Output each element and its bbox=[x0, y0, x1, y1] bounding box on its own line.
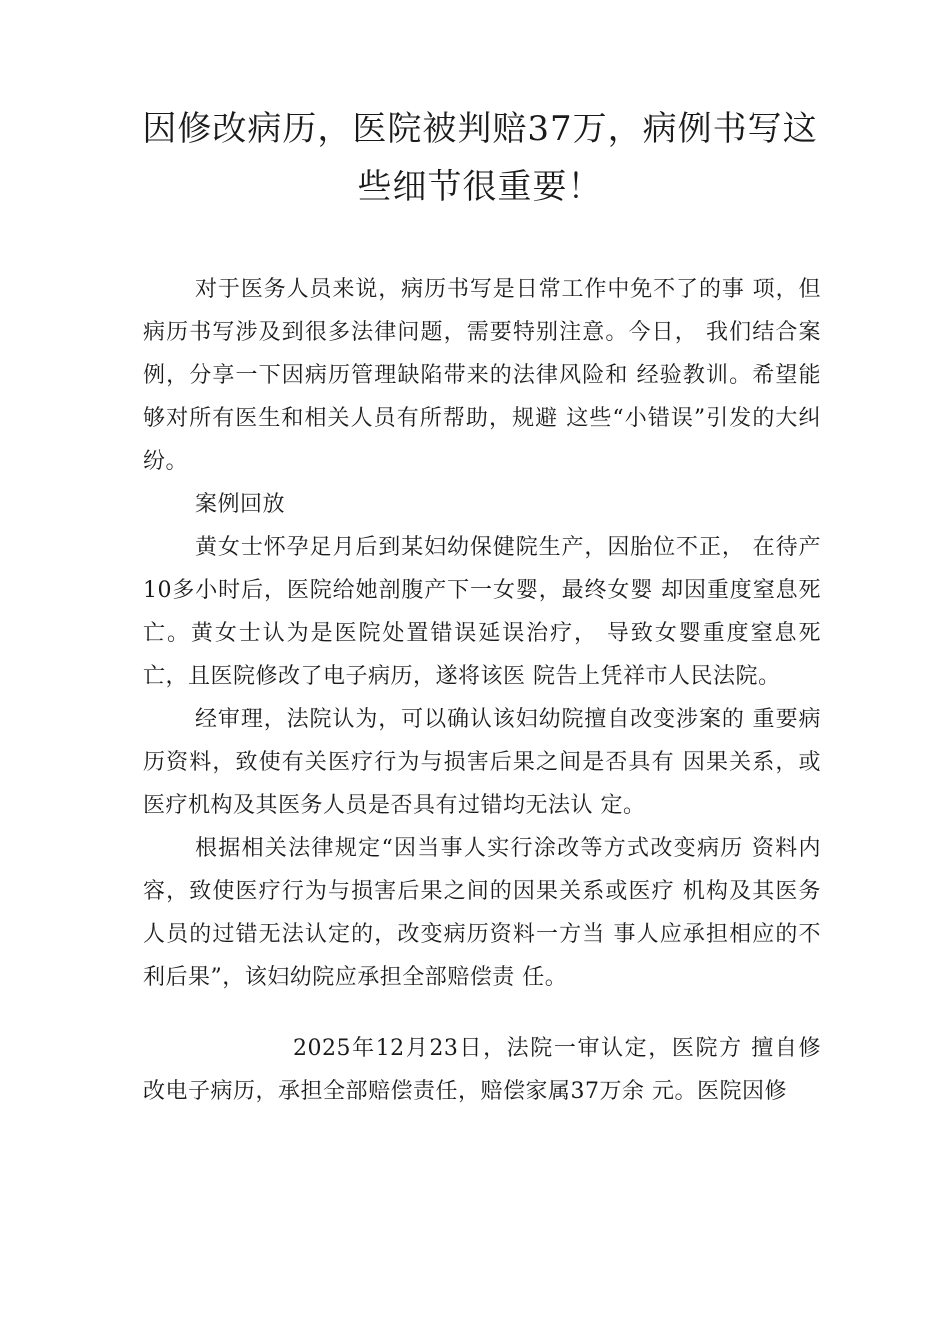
document-title bbox=[120, 100, 840, 216]
section-heading-case: 案例回放 bbox=[195, 492, 286, 517]
title-line-2: 些细节很重要！ bbox=[357, 167, 603, 207]
paragraph-court-finding: 经审理，法院认为，可以确认该妇幼院擅自改变涉案的 重要病历资料，致使有关医疗行为与损害后果之间是否具有 因果关系，或医疗机构及其医务人员是否具有过错均无法认 定。 bbox=[143, 707, 821, 818]
document-body bbox=[143, 268, 821, 1113]
paragraph-intro: 对于医务人员来说，病历书写是日常工作中免不了的事 项，但病历书写涉及到很多法律问题，需要特别注意。今日， 我们结合案例，分享一下因病历管理缺陷带来的法律风险和 经验教训。希望能够对所有医生和相关人员有所帮助，规避 这些“小错误”引发的大纠纷。 bbox=[143, 277, 821, 474]
title-line-1: 因修改病历，医院被判赔37万，病例书写这 bbox=[142, 109, 818, 149]
paragraph-case: 黄女士怀孕足月后到某妇幼保健院生产，因胎位不正， 在待产10多小时后，医院给她剖腹产下一女婴，最终女婴 却因重度窒息死亡。黄女士认为是医院处置错误延误治疗， 导致女婴重度窒息死亡，且医院修改了电子病历，遂将该医 院告上凭祥市人民法院。 bbox=[143, 535, 821, 689]
paragraph-legal-basis: 根据相关法律规定“因当事人实行涂改等方式改变病历 资料内容，致使医疗行为与损害后果之间的因果关系或医疗 机构及其医务人员的过错无法认定的，改变病历资料一方当 事人应承担相应的不利后果”，该妇幼院应承担全部赔偿责 任。 bbox=[143, 836, 821, 990]
paragraph-judgment: 2025年12月23日，法院一审认定，医院方 擅自修改电子病历，承担全部赔偿责任，赔偿家属37万余 元。医院因修 bbox=[143, 1036, 821, 1104]
